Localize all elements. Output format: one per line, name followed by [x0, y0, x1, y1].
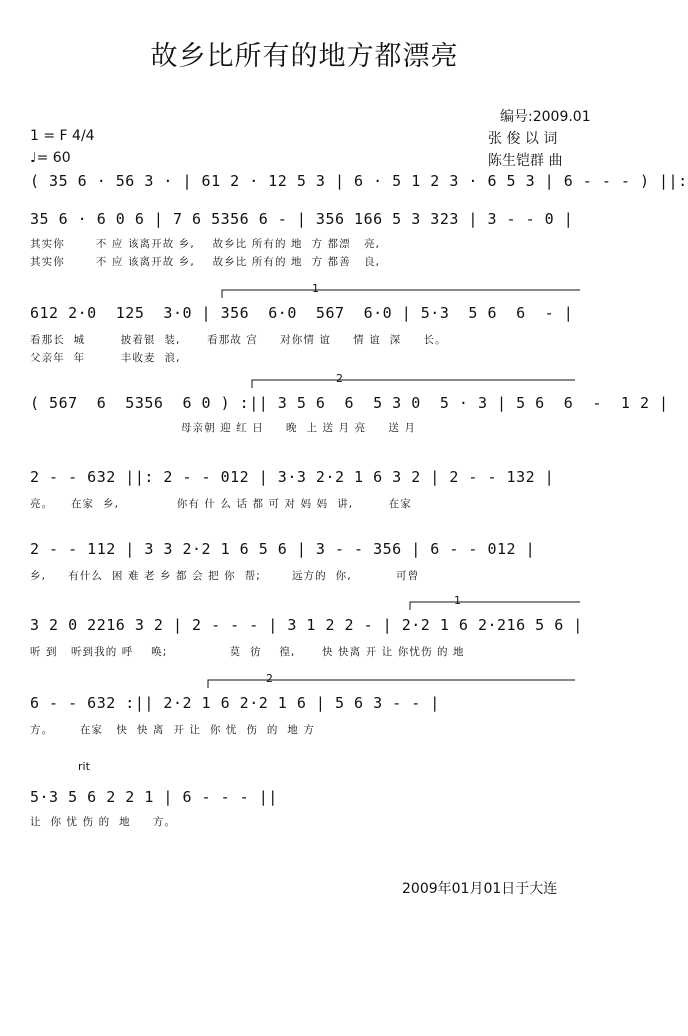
notation-line: 35 6 · 6 0 6 | 7 6 5356 6 - | 356 166 5 3 323 | 3 - - 0 |: [30, 210, 574, 228]
score-system-6: [30, 540, 595, 590]
lyric-line-1: 听 到 听到我的 呼 唤; 莫 彷 徨, 快 快离 开 让 你忧伤 的 地: [30, 646, 465, 658]
lyric-line-1: 乡, 有什么 困 难 老 乡 都 会 把 你 帮; 远方的 你, 可曾: [30, 570, 420, 582]
score-system-3: [30, 282, 595, 366]
score-system-5: [30, 468, 595, 518]
score-system-2: [30, 210, 595, 270]
song-title: 故乡比所有的地方都漂亮: [150, 41, 459, 72]
lyric-line-1: 看那长 城 披着银 装, 看那故 宫 对你情 谊 情 谊 深 长。: [30, 334, 447, 346]
volta-bracket-2: [30, 676, 595, 696]
lyricist: 张 俊 以 词: [488, 131, 558, 147]
volta-number: 1: [312, 282, 319, 295]
volta-number: 2: [266, 672, 273, 685]
key-meter: 1 = F 4/4: [30, 128, 95, 144]
tempo-marking: ♩= 60: [30, 150, 71, 166]
notation-line: 3 2 0 2216 3 2 | 2 - - - | 3 1 2 2 - | 2·2 1 6 2·216 5 6 |: [30, 616, 583, 634]
score-number: 编号:2009.01: [500, 109, 591, 125]
quarter-note-icon: ♩: [30, 150, 37, 166]
notation-line: 6 - - 632 :|| 2·2 1 6 2·2 1 6 | 5 6 3 - - |: [30, 694, 440, 712]
lyric-line-1: 母亲朝 迎 红 日 晚 上 送 月 亮 送 月: [30, 422, 416, 434]
lyric-line-1: 其实你 不 应 该离开故 乡, 故乡比 所有的 地 方 都漂 亮,: [30, 238, 381, 250]
score-system-8: [30, 672, 595, 746]
notation-line: 5·3 5 6 2 2 1 | 6 - - - ||: [30, 788, 278, 806]
score-system-1: [30, 172, 688, 202]
lyric-line-2: 其实你 不 应 该离开故 乡, 故乡比 所有的 地 方 都善 良,: [30, 256, 381, 268]
notation-line: 2 - - 112 | 3 3 2·2 1 6 5 6 | 3 - - 356 | 6 - - 012 |: [30, 540, 536, 558]
notation-line: ( 567 6 5356 6 0 ) :|| 3 5 6 6 5 3 0 5 · 3 | 5 6 6 - 1 2 |: [30, 394, 669, 412]
lyric-line-2: 父亲年 年 丰收麦 浪,: [30, 352, 181, 364]
volta-bracket-2: [30, 376, 595, 396]
lyric-line-1: 让 你 忧 伤 的 地 方。: [30, 816, 177, 828]
score-system-9: [30, 760, 595, 830]
notation-line: 612 2·0 125 3·0 | 356 6·0 567 6·0 | 5·3 5 6 6 - |: [30, 304, 574, 322]
score-system-7: [30, 594, 595, 668]
date-place-footer: 2009年01月01日于大连: [402, 881, 558, 897]
volta-number: 2: [336, 372, 343, 385]
composer: 陈生铠群 曲: [488, 153, 563, 169]
score-system-4: [30, 372, 669, 436]
volta-number: 1: [454, 594, 461, 607]
lyric-line-1: 亮。 在家 乡, 你有 什 么 话 都 可 对 妈 妈 讲, 在家: [30, 498, 412, 510]
notation-line: 2 - - 632 ||: 2 - - 012 | 3·3 2·2 1 6 3 2 | 2 - - 132 |: [30, 468, 555, 486]
lyric-line-1: 方。 在家 快 快 离 开 让 你 忧 伤 的 地 方: [30, 724, 315, 736]
volta-bracket-1: [30, 598, 595, 618]
notation-line: ( 35 6 · 56 3 · | 61 2 · 12 5 3 | 6 · 5 1 2 3 · 6 5 3 | 6 - - - ) ||:: [30, 172, 688, 190]
ritardando-marking: rit: [78, 760, 90, 773]
